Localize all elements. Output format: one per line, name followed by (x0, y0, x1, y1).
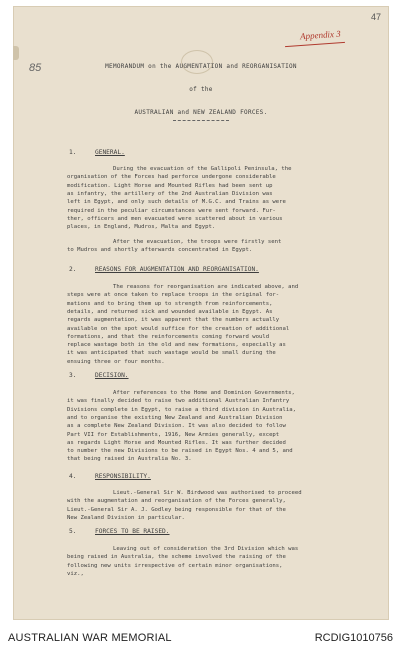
section-heading-label: DECISION. (95, 372, 129, 379)
body-text-line: After the evacuation, the troops were firstly sent (113, 239, 282, 245)
title-line-1: MEMORANDUM on the AUGMENTATION and REORGANISATION (105, 63, 297, 70)
body-text-line: Lieut.-General Sir W. Birdwood was authorised to proceed (113, 490, 302, 496)
section-heading (69, 473, 151, 480)
punch-hole (13, 46, 19, 60)
body-text-line: During the evacuation of the Gallipoli Peninsula, the (113, 166, 292, 172)
body-text-line: mations and to bring them up to strength from reinforcements, (67, 300, 273, 307)
body-text-line: it was finally decided to raise two additional Australian Infantry (67, 398, 290, 405)
section-heading (69, 528, 170, 535)
body-text-line: formations, and that the reinforcements coming forward would (67, 333, 270, 340)
title-separator (173, 120, 229, 121)
body-text-line: Leaving out of consideration the 3rd Division which was (113, 546, 299, 552)
body-text-line: left in Egypt, and only such details of M.G.C. and Trains as were (67, 199, 286, 206)
body-text-line: The reasons for reorganisation are indicated above, and (113, 284, 299, 290)
section-heading-label: REASONS FOR AUGMENTATION AND REORGANISATION. (95, 266, 259, 273)
body-text-line: ther, officers and men evacuated were scattered about in various (67, 215, 283, 222)
footer-institution: AUSTRALIAN WAR MEMORIAL (8, 632, 172, 644)
section-heading-label: RESPONSIBILITY. (95, 473, 151, 480)
title-line-2: of the (189, 86, 213, 93)
body-text-line: available on the spot would suffice for the creation of additional (67, 325, 290, 332)
page-number: 47 (370, 12, 381, 22)
body-text-line: to number the new Divisions to be raised in Egypt Nos. 4 and 5, and (67, 448, 293, 455)
section-number: 5. (69, 528, 77, 535)
body-text-line: being raised in Australia, the scheme involved the raising of the (67, 554, 286, 561)
document-page (13, 6, 389, 620)
section-heading (69, 149, 125, 156)
body-text-line: Part VII for Establishments, 1916, New Armies generally, except (67, 431, 280, 438)
body-text-line: details, and returned sick and wounded available in Egypt. As (67, 308, 273, 315)
appendix-underline (285, 42, 345, 47)
body-text-line: New Zealand Division in particular. (67, 514, 185, 521)
body-text-line: organisation of the Forces had perforce undergone considerable (67, 174, 276, 181)
body-text-line: After references to the Home and Dominion Governments, (113, 390, 295, 396)
body-text-line: steps were at once taken to replace troops in the original for- (67, 292, 280, 299)
body-text-line: places, in England, Mudros, Malta and Egypt. (67, 224, 216, 231)
body-text-line: as a complete New Zealand Division. It was also decided to follow (67, 423, 286, 430)
section-heading-label: FORCES TO BE RAISED. (95, 528, 170, 535)
body-text-line: as regards Light Horse and Mounted Rifles. It was further decided (67, 439, 286, 446)
body-text-line: modification. Light Horse and Mounted Rifles had been sent up (67, 182, 273, 189)
section-heading (69, 266, 259, 273)
body-text-line: as infantry, the artillery of the 2nd Australian Division was (67, 190, 273, 197)
title-line-3: AUSTRALIAN and NEW ZEALAND FORCES. (134, 109, 268, 116)
body-text-line: ensuing three or four months. (67, 358, 165, 365)
archive-footer (0, 624, 401, 654)
body-text-line: that being raised in Australia No. 3. (67, 456, 192, 463)
section-heading-label: GENERAL. (95, 149, 125, 156)
footer-identifier: RCDIG1010756 (314, 632, 393, 644)
body-text-line: to Mudros and shortly afterwards concentrated in Egypt. (67, 247, 253, 254)
body-text-line: required in the peculiar circumstances were sent forward. Fur- (67, 207, 276, 214)
body-text-line: viz., (67, 570, 84, 577)
embossed-crest-icon (181, 50, 213, 74)
body-text-line: following new units irrespective of certain minor organisations, (67, 562, 283, 569)
body-text-line: it was anticipated that such wastage would be small during the (67, 350, 276, 357)
body-text-line: with the augmentation and reorganisation of the Forces generally, (67, 498, 286, 505)
body-text-line: Lieut.-General Sir A. J. Godley being responsible for that of the (67, 506, 286, 513)
section-number: 2. (69, 266, 77, 273)
appendix-annotation: Appendix 3 (299, 28, 342, 42)
body-text-line: replace wastage both in the old and new formations, especially as (67, 342, 286, 349)
section-number: 4. (69, 473, 77, 480)
section-number: 1. (69, 149, 77, 156)
body-text-line: Divisions complete in Egypt, to raise a third division in Australia, (67, 406, 297, 413)
body-text-line: and to organise the existing New Zealand and Australian Division (67, 414, 283, 421)
body-text-line: regards augmentation, it was apparent that the numbers actually (67, 317, 280, 324)
section-number: 3. (69, 372, 77, 379)
archive-mark: 85 (29, 62, 42, 74)
section-heading (69, 372, 129, 379)
